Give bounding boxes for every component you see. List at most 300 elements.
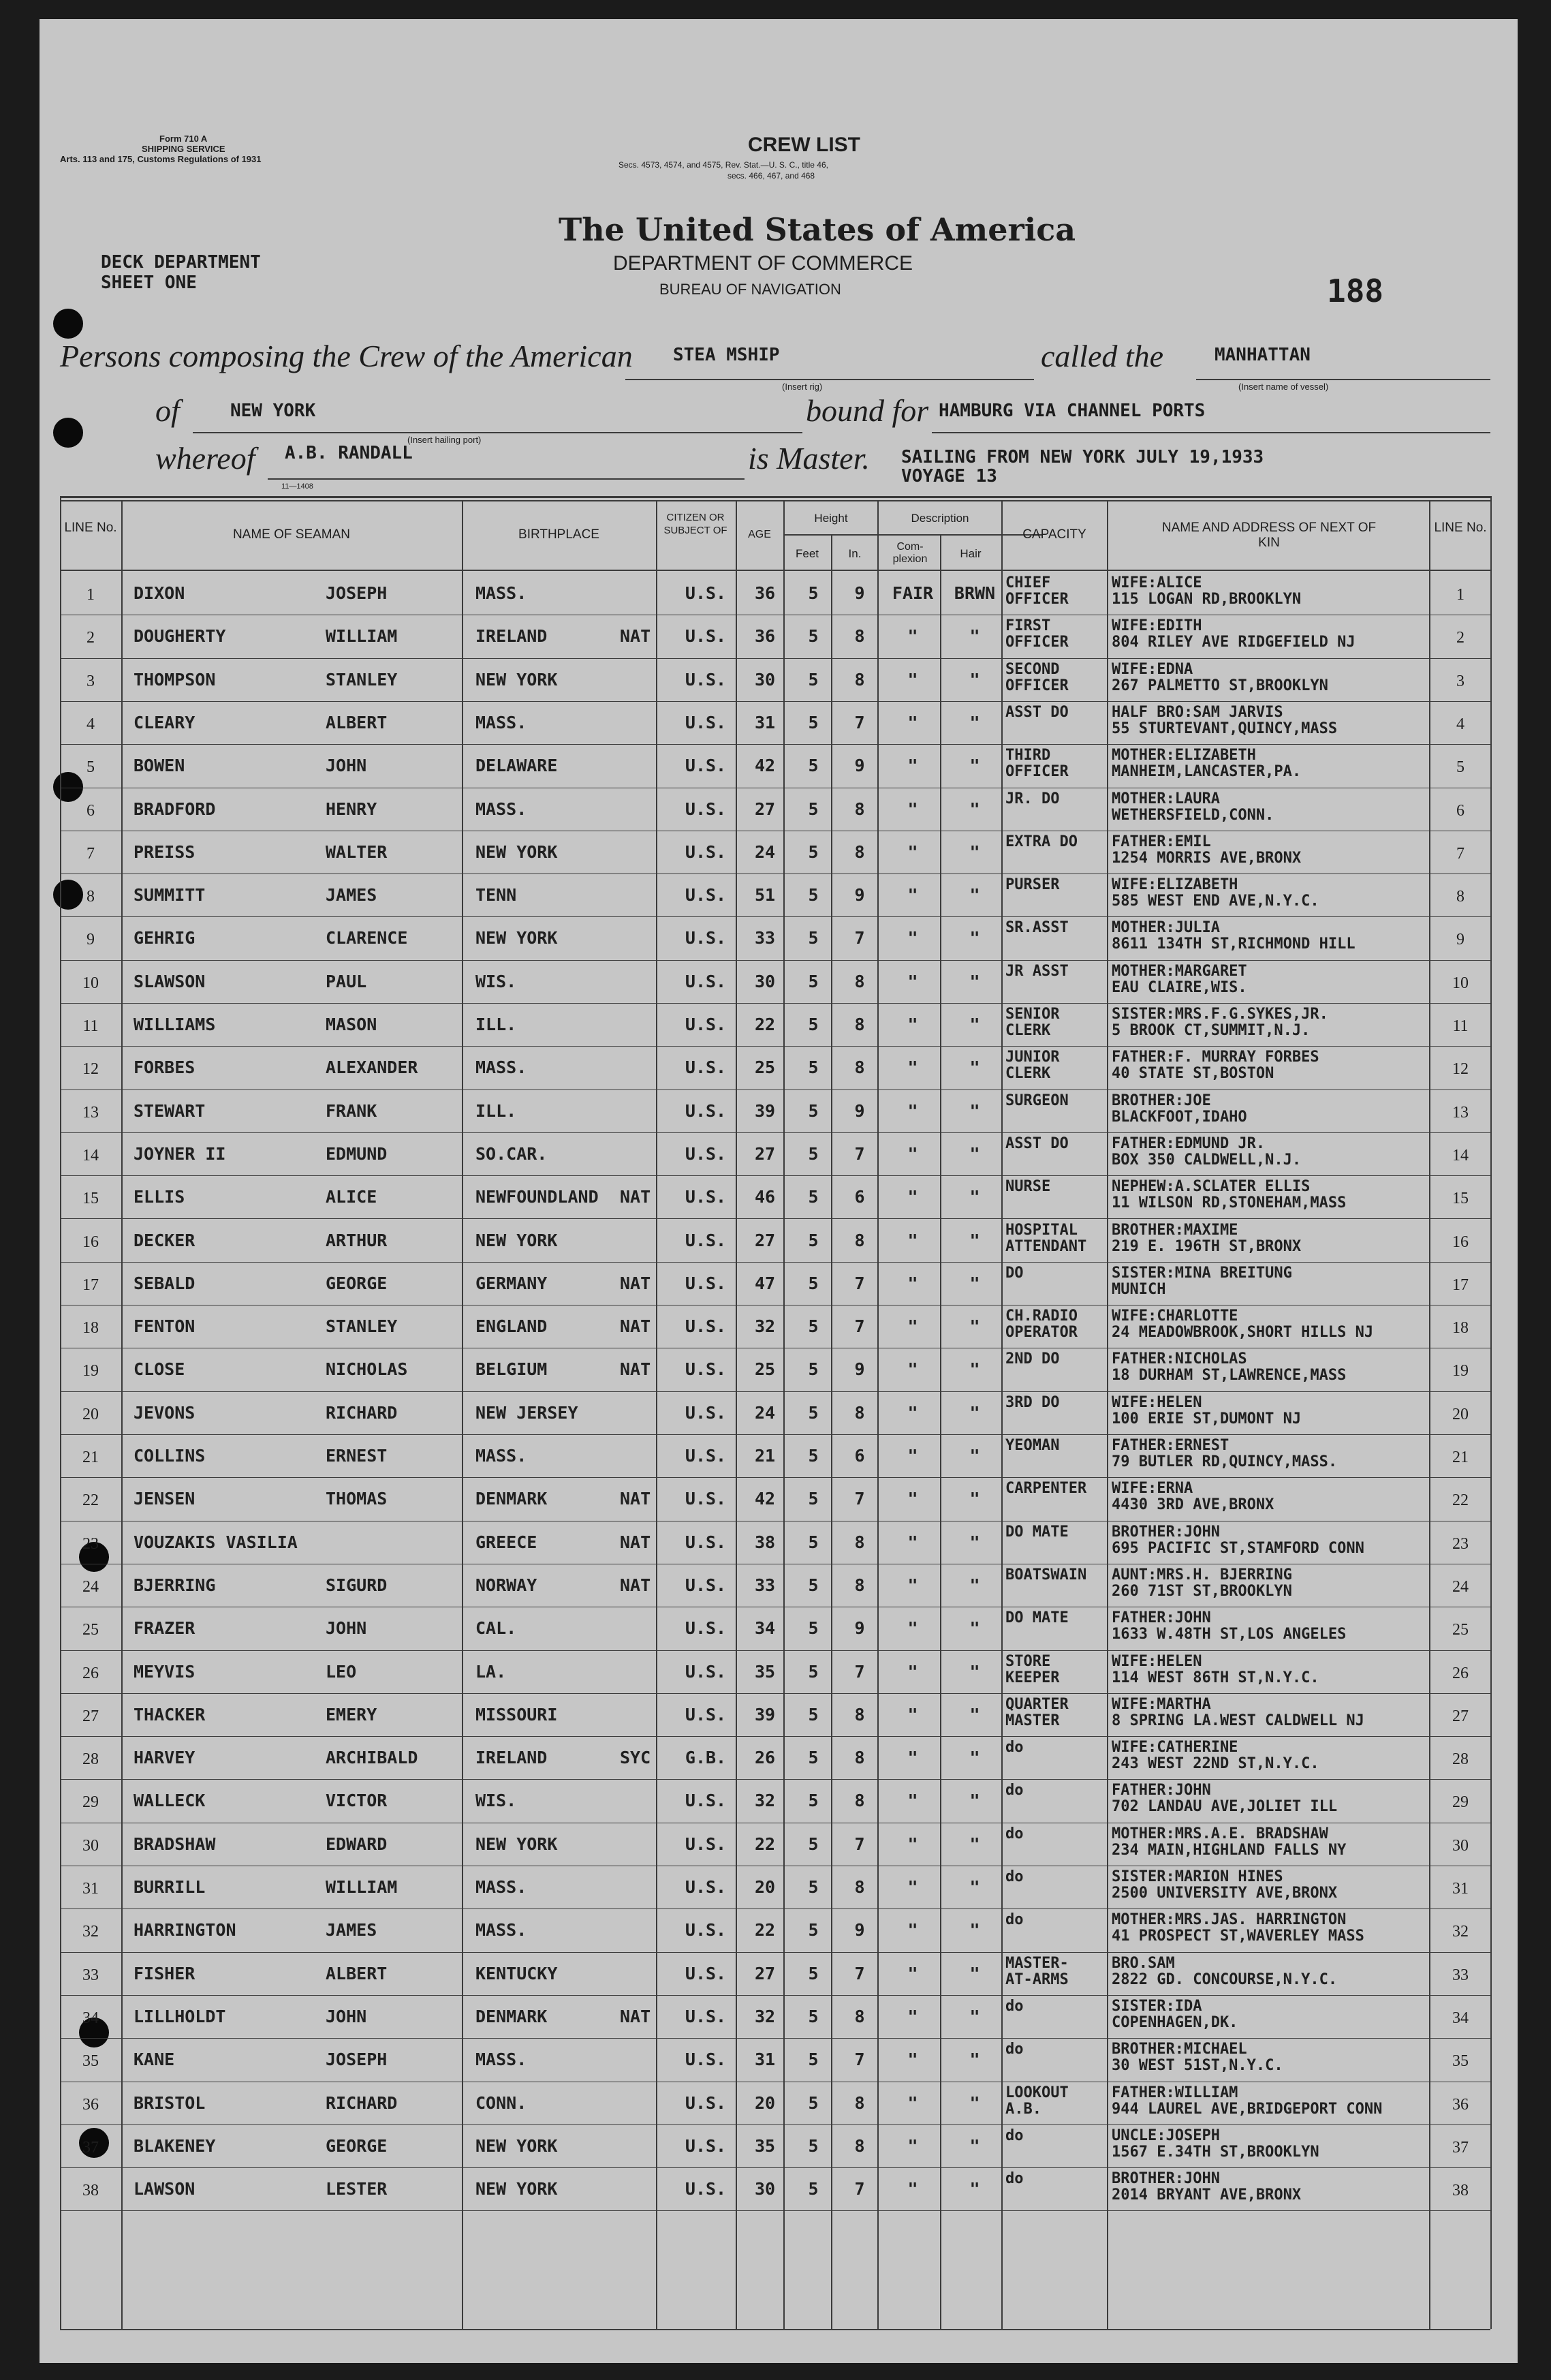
- seaman-given-name: WILLIAM: [326, 1877, 398, 1897]
- complexion: ": [907, 1920, 918, 1941]
- seaman-given-name: STANLEY: [326, 669, 398, 690]
- age: 22: [754, 1834, 776, 1854]
- birthplace: IRELAND: [475, 626, 548, 647]
- line-number-right: 36: [1452, 2095, 1469, 2114]
- height-inches: 6: [854, 1446, 865, 1466]
- age: 39: [754, 1100, 776, 1121]
- height-inches: 8: [854, 1877, 865, 1897]
- birthplace: SO.CAR.: [475, 1143, 548, 1164]
- height-inches: 8: [854, 1791, 865, 1811]
- complexion: ": [907, 2006, 918, 2026]
- citizenship: U.S.: [685, 1316, 727, 1337]
- next-of-kin-address: MUNICH: [1112, 1281, 1166, 1298]
- next-of-kin-name: SISTER:MARION HINES: [1112, 1869, 1283, 1885]
- master-name: A.B. RANDALL: [285, 443, 413, 463]
- citizenship: U.S.: [685, 1230, 727, 1250]
- seaman-surname: SEBALD: [134, 1273, 195, 1293]
- seaman-given-name: HENRY: [326, 799, 377, 819]
- complexion: ": [907, 928, 918, 948]
- next-of-kin-name: FATHER:EDMUND JR.: [1112, 1135, 1266, 1152]
- next-of-kin-name: NEPHEW:A.SCLATER ELLIS: [1112, 1179, 1311, 1196]
- hair: ": [969, 1963, 980, 1983]
- naturalized-mark: [620, 1403, 657, 1423]
- age: 20: [754, 1877, 776, 1897]
- line-number: 34: [82, 2009, 99, 2027]
- seaman-given-name: ERNEST: [326, 1446, 388, 1466]
- capacity-line2: [1005, 2015, 1106, 2031]
- row-rule: [60, 2210, 1490, 2211]
- capacity: ASST DO: [1005, 704, 1069, 721]
- next-of-kin-address: 944 LAUREL AVE,BRIDGEPORT CONN: [1112, 2101, 1383, 2118]
- seaman-surname: BOWEN: [134, 756, 185, 776]
- height-feet: 5: [808, 1661, 819, 1682]
- height-feet: 5: [808, 1618, 819, 1639]
- height-feet: 5: [808, 669, 819, 690]
- naturalized-mark: NAT: [620, 1489, 651, 1509]
- citizenship: U.S.: [685, 756, 727, 776]
- naturalized-mark: [620, 2136, 657, 2157]
- line-number: 6: [87, 801, 95, 820]
- seaman-given-name: WILLIAM: [326, 626, 398, 647]
- next-of-kin-address: 2014 BRYANT AVE,BRONX: [1112, 2187, 1302, 2204]
- height-inches: 9: [854, 1100, 865, 1121]
- line-number-right: 34: [1452, 2009, 1469, 2027]
- complexion: ": [907, 1015, 918, 1034]
- age: 31: [754, 2050, 776, 2070]
- height-inches: 8: [854, 841, 865, 862]
- birthplace: ILL.: [475, 1100, 517, 1121]
- seaman-given-name: SIGURD: [326, 1575, 388, 1595]
- capacity-line2: [1005, 721, 1106, 737]
- citizenship: U.S.: [685, 1963, 727, 1983]
- col-header-inches: In.: [848, 547, 862, 560]
- next-of-kin-name: BROTHER:MICHAEL: [1112, 2041, 1247, 2058]
- line-number-right: 25: [1452, 1621, 1469, 1639]
- next-of-kin-name: FATHER:JOHN: [1112, 1782, 1211, 1799]
- line-number: 21: [82, 1449, 99, 1466]
- naturalized-mark: [620, 756, 657, 776]
- seaman-surname: BRISTOL: [134, 2092, 206, 2113]
- capacity: JUNIOR: [1005, 1049, 1060, 1066]
- line-number: 12: [82, 1060, 99, 1079]
- next-of-kin-address: 702 LANDAU AVE,JOLIET ILL: [1112, 1799, 1338, 1816]
- next-of-kin-name: WIFE:CHARLOTTE: [1112, 1308, 1238, 1325]
- next-of-kin-name: SISTER:IDA: [1112, 1998, 1202, 2015]
- next-of-kin-address: EAU CLAIRE,WIS.: [1112, 979, 1247, 996]
- height-feet: 5: [808, 1402, 819, 1423]
- citizenship: U.S.: [685, 626, 727, 647]
- line-number-right: 3: [1456, 672, 1464, 690]
- citizenship: U.S.: [685, 1446, 727, 1466]
- naturalized-mark: [620, 1791, 657, 1811]
- height-inches: 7: [854, 928, 865, 948]
- birthplace: DELAWARE: [475, 756, 558, 776]
- birthplace: NEW YORK: [475, 669, 558, 690]
- row-rule: [60, 916, 1490, 917]
- hair: ": [969, 626, 980, 647]
- height-inches: 8: [854, 669, 865, 690]
- capacity-line2: KEEPER: [1005, 1669, 1060, 1686]
- naturalized-mark: [620, 885, 657, 906]
- hair: ": [969, 971, 980, 991]
- naturalized-mark: [620, 2179, 657, 2199]
- citizenship: U.S.: [685, 1359, 727, 1380]
- birthplace: NEW YORK: [475, 928, 558, 948]
- citizenship: U.S.: [685, 1704, 727, 1725]
- of-label: of: [155, 393, 180, 428]
- col-header-feet: Feet: [795, 547, 819, 560]
- seaman-surname: FORBES: [134, 1057, 195, 1078]
- citizenship: U.S.: [685, 2092, 727, 2113]
- birthplace: GREECE: [475, 1532, 537, 1552]
- height-feet: 5: [808, 885, 819, 906]
- next-of-kin-address: MANHEIM,LANCASTER,PA.: [1112, 764, 1302, 781]
- citizenship: U.S.: [685, 1057, 727, 1078]
- complexion: ": [907, 1575, 918, 1595]
- line-number-right: 2: [1456, 629, 1464, 647]
- capacity: BOATSWAIN: [1005, 1566, 1087, 1583]
- seaman-surname: BJERRING: [134, 1575, 216, 1595]
- capacity: QUARTER: [1005, 1696, 1069, 1713]
- capacity: JR. DO: [1005, 790, 1060, 807]
- seaman-given-name: JAMES: [326, 885, 377, 906]
- capacity-line2: [1005, 1454, 1106, 1470]
- naturalized-mark: [620, 1834, 657, 1855]
- row-rule: [60, 1218, 1490, 1219]
- next-of-kin-name: WIFE:ELIZABETH: [1112, 877, 1238, 894]
- next-of-kin-address: 234 MAIN,HIGHLAND FALLS NY: [1112, 1842, 1347, 1859]
- birthplace: CAL.: [475, 1618, 517, 1639]
- next-of-kin-name: HALF BRO:SAM JARVIS: [1112, 704, 1283, 721]
- next-of-kin-address: 1567 E.34TH ST,BROOKLYN: [1112, 2144, 1319, 2161]
- complexion: ": [907, 626, 918, 647]
- height-feet: 5: [808, 1575, 819, 1595]
- height-feet: 5: [808, 1359, 819, 1380]
- capacity-line2: [1005, 1756, 1106, 1772]
- line-number-right: 5: [1456, 758, 1464, 777]
- hair: ": [969, 885, 980, 906]
- capacity: CARPENTER: [1005, 1481, 1087, 1498]
- birthplace: MISSOURI: [475, 1704, 558, 1725]
- capacity: 2ND DO: [1005, 1351, 1060, 1368]
- line-number-right: 23: [1452, 1534, 1469, 1553]
- department-stamp: DECK DEPARTMENT: [101, 252, 261, 273]
- capacity: SENIOR: [1005, 1006, 1060, 1023]
- destination-value: HAMBURG VIA CHANNEL PORTS: [939, 401, 1206, 421]
- capacity-line2: [1005, 1411, 1106, 1427]
- birthplace: NEW YORK: [475, 1230, 558, 1250]
- line-number-right: 18: [1452, 1319, 1469, 1338]
- capacity-line2: OFFICER: [1005, 764, 1069, 781]
- height-feet: 5: [808, 2092, 819, 2113]
- height-inches: 8: [854, 2135, 865, 2156]
- seaman-given-name: RICHARD: [326, 2092, 398, 2113]
- sailing-line1: SAILING FROM NEW YORK JULY 19,1933: [901, 447, 1264, 467]
- punch-hole: [53, 418, 83, 448]
- next-of-kin-name: FATHER:EMIL: [1112, 833, 1211, 850]
- seaman-given-name: STANLEY: [326, 1316, 398, 1337]
- seaman-given-name: WALTER: [326, 841, 388, 862]
- age: 22: [754, 1015, 776, 1034]
- citizenship: U.S.: [685, 1402, 727, 1423]
- col-rule: [462, 500, 463, 2329]
- line-number-right: 35: [1452, 2052, 1469, 2071]
- seaman-surname: BRADFORD: [134, 799, 216, 819]
- citizenship: U.S.: [685, 1489, 727, 1509]
- line-number: 8: [87, 888, 95, 906]
- line-number: 38: [82, 2182, 99, 2200]
- seaman-surname: SLAWSON: [134, 971, 206, 991]
- col-header-capacity: CAPACITY: [1022, 527, 1086, 542]
- line-number: 11: [82, 1017, 99, 1035]
- age: 27: [754, 1143, 776, 1164]
- hair: ": [969, 1791, 980, 1811]
- citizenship: U.S.: [685, 2006, 727, 2026]
- seaman-given-name: JOHN: [326, 756, 367, 776]
- height-feet: 5: [808, 1187, 819, 1207]
- line-number-right: 38: [1452, 2182, 1469, 2200]
- age: 31: [754, 712, 776, 732]
- complexion: ": [907, 1057, 918, 1078]
- next-of-kin-name: MOTHER:MRS.JAS. HARRINGTON: [1112, 1912, 1347, 1929]
- next-of-kin-address: 79 BUTLER RD,QUINCY,MASS.: [1112, 1454, 1338, 1470]
- complexion: ": [907, 2050, 918, 2070]
- next-of-kin-name: UNCLE:JOSEPH: [1112, 2127, 1220, 2144]
- row-rule: [60, 1391, 1490, 1392]
- age: 39: [754, 1704, 776, 1725]
- capacity: THIRD: [1005, 747, 1051, 764]
- col-rule: [121, 500, 123, 2329]
- complexion: ": [907, 1618, 918, 1639]
- line-number-right: 26: [1452, 1664, 1469, 1682]
- capacity: do: [1005, 1782, 1024, 1799]
- hair: ": [969, 669, 980, 690]
- height-feet: 5: [808, 971, 819, 991]
- capacity-line2: A.B.: [1005, 2101, 1041, 2118]
- birthplace: NEW YORK: [475, 2179, 558, 2199]
- citizenship: U.S.: [685, 1834, 727, 1854]
- naturalized-mark: [620, 1618, 657, 1639]
- hair: ": [969, 1402, 980, 1423]
- seaman-given-name: VICTOR: [326, 1791, 388, 1811]
- capacity: do: [1005, 1740, 1024, 1757]
- seaman-surname: BRADSHAW: [134, 1834, 216, 1854]
- next-of-kin-address: 114 WEST 86TH ST,N.Y.C.: [1112, 1669, 1319, 1686]
- capacity-line2: [1005, 1152, 1106, 1169]
- naturalized-mark: NAT: [620, 2006, 651, 2026]
- capacity-line2: ATTENDANT: [1005, 1238, 1087, 1255]
- bound-for-label: bound for: [806, 393, 929, 428]
- col-header-citizen: CITIZEN OR SUBJECT OF: [663, 512, 727, 536]
- birthplace: LA.: [475, 1661, 507, 1682]
- height-feet: 5: [808, 1963, 819, 1983]
- line-number-right: 29: [1452, 1793, 1469, 1812]
- next-of-kin-name: FATHER:F. MURRAY FORBES: [1112, 1049, 1319, 1066]
- hair: ": [969, 799, 980, 819]
- birthplace: CONN.: [475, 2092, 527, 2113]
- next-of-kin-name: FATHER:ERNEST: [1112, 1438, 1229, 1454]
- next-of-kin-address: 5 BROOK CT,SUMMIT,N.J.: [1112, 1023, 1311, 1039]
- citizenship: U.S.: [685, 583, 727, 603]
- next-of-kin-address: 804 RILEY AVE RIDGEFIELD NJ: [1112, 634, 1356, 651]
- age: 38: [754, 1532, 776, 1552]
- next-of-kin-address: 18 DURHAM ST,LAWRENCE,MASS: [1112, 1367, 1347, 1385]
- hair: ": [969, 1532, 980, 1552]
- line-number: 36: [82, 2095, 99, 2114]
- next-of-kin-address: 219 E. 196TH ST,BRONX: [1112, 1238, 1302, 1255]
- line-number: 30: [82, 1836, 99, 1855]
- next-of-kin-address: 8611 134TH ST,RICHMOND HILL: [1112, 936, 1356, 953]
- height-inches: 9: [854, 1920, 865, 1941]
- naturalized-mark: NAT: [620, 1316, 651, 1337]
- line-number-right: 20: [1452, 1405, 1469, 1423]
- seaman-given-name: PAUL: [326, 971, 367, 991]
- seaman-given-name: JOSEPH: [326, 583, 388, 603]
- height-inches: 9: [854, 1618, 865, 1639]
- hair: ": [969, 2135, 980, 2156]
- complexion: ": [907, 1446, 918, 1466]
- col-rule: [877, 500, 879, 2329]
- birthplace: BELGIUM: [475, 1359, 548, 1380]
- next-of-kin-name: MOTHER:LAURA: [1112, 790, 1220, 807]
- complexion: ": [907, 1143, 918, 1164]
- row-rule: [60, 2124, 1490, 2125]
- age: 32: [754, 1316, 776, 1337]
- complexion: ": [907, 712, 918, 732]
- line-number-right: 16: [1452, 1233, 1469, 1251]
- line-number-right: 32: [1452, 1923, 1469, 1941]
- citizenship: U.S.: [685, 841, 727, 862]
- line-number-right: 33: [1452, 1966, 1469, 1984]
- line-number-right: 1: [1456, 586, 1464, 604]
- capacity: CHIEF: [1005, 575, 1051, 591]
- capacity-line2: [1005, 2187, 1106, 2204]
- naturalized-mark: [620, 1057, 657, 1078]
- complexion: ": [907, 1273, 918, 1293]
- naturalized-mark: [620, 2050, 657, 2070]
- citizenship: U.S.: [685, 712, 727, 732]
- height-inches: 7: [854, 1273, 865, 1293]
- height-feet: 5: [808, 1015, 819, 1034]
- hair: ": [969, 1187, 980, 1207]
- capacity-line2: AT-ARMS: [1005, 1971, 1069, 1988]
- next-of-kin-address: 41 PROSPECT ST,WAVERLEY MASS: [1112, 1928, 1364, 1945]
- birthplace: NORWAY: [475, 1575, 537, 1595]
- line-number: 37: [82, 2138, 99, 2157]
- height-inches: 7: [854, 2050, 865, 2070]
- vessel-underline: [1196, 379, 1490, 380]
- next-of-kin-address: 8 SPRING LA.WEST CALDWELL NJ: [1112, 1712, 1364, 1729]
- seaman-surname: DOUGHERTY: [134, 626, 226, 647]
- citizenship: U.S.: [685, 928, 727, 948]
- birthplace: MASS.: [475, 583, 527, 603]
- hair: ": [969, 1015, 980, 1034]
- naturalized-mark: [620, 713, 657, 733]
- usa-title: The United States of America: [559, 211, 1076, 248]
- capacity: CH.RADIO: [1005, 1308, 1078, 1325]
- next-of-kin-name: FATHER:WILLIAM: [1112, 2084, 1238, 2101]
- seaman-given-name: EDMUND: [326, 1143, 388, 1164]
- seaman-surname: LILLHOLDT: [134, 2006, 226, 2026]
- height-inches: 7: [854, 1489, 865, 1509]
- col-header-hair: Hair: [960, 547, 982, 560]
- height-inches: 9: [854, 583, 865, 603]
- hair: ": [969, 2050, 980, 2070]
- statute-line2: secs. 466, 467, and 468: [727, 171, 815, 181]
- table-header-bottom: [60, 570, 1490, 571]
- capacity-line2: [1005, 1497, 1106, 1513]
- line-number: 25: [82, 1621, 99, 1639]
- called-the-label: called the: [1041, 339, 1164, 373]
- height-feet: 5: [808, 1230, 819, 1250]
- age: 25: [754, 1057, 776, 1078]
- naturalized-mark: NAT: [620, 1575, 651, 1595]
- crew-list-title: CREW LIST: [748, 134, 860, 156]
- citizenship: U.S.: [685, 669, 727, 690]
- height-inches: 8: [854, 1704, 865, 1725]
- punch-hole: [53, 309, 83, 339]
- naturalized-mark: [620, 1877, 657, 1898]
- naturalized-mark: [620, 1964, 657, 1984]
- seaman-surname: THACKER: [134, 1704, 206, 1725]
- line-number-right: 8: [1456, 888, 1464, 906]
- line-number: 3: [87, 672, 95, 690]
- hair: ": [969, 1100, 980, 1121]
- birthplace: KENTUCKY: [475, 1963, 558, 1983]
- seaman-surname: JENSEN: [134, 1489, 195, 1509]
- seaman-surname: KANE: [134, 2050, 175, 2070]
- age: 26: [754, 1748, 776, 1768]
- seaman-given-name: JOHN: [326, 1618, 367, 1639]
- complexion: ": [907, 1230, 918, 1250]
- capacity-line2: [1005, 1195, 1106, 1211]
- capacity-line2: [1005, 2144, 1106, 2161]
- capacity-line2: OFFICER: [1005, 591, 1069, 608]
- line-number: 1: [87, 586, 95, 604]
- line-number-right: 17: [1452, 1276, 1469, 1294]
- next-of-kin-name: MOTHER:MARGARET: [1112, 963, 1247, 980]
- capacity-line2: [1005, 980, 1106, 996]
- sheet-stamp: SHEET ONE: [101, 273, 197, 293]
- destination-underline: [932, 432, 1490, 433]
- next-of-kin-name: WIFE:HELEN: [1112, 1653, 1202, 1670]
- complexion: ": [907, 669, 918, 690]
- height-inches: 9: [854, 1359, 865, 1380]
- height-feet: 5: [808, 756, 819, 776]
- naturalized-mark: [620, 583, 657, 604]
- capacity: STORE: [1005, 1653, 1051, 1670]
- birthplace: DENMARK: [475, 2006, 548, 2026]
- next-of-kin-address: 2500 UNIVERSITY AVE,BRONX: [1112, 1885, 1338, 1902]
- height-inches: 8: [854, 1230, 865, 1250]
- table-bottom-border: [60, 2329, 1490, 2330]
- capacity: do: [1005, 1825, 1024, 1842]
- naturalized-mark: [620, 1705, 657, 1725]
- age: 33: [754, 928, 776, 948]
- bureau-title: BUREAU OF NAVIGATION: [659, 281, 841, 298]
- seaman-surname: JOYNER II: [134, 1143, 226, 1164]
- line-number: 28: [82, 1750, 99, 1769]
- hair: ": [969, 841, 980, 862]
- line-number-right: 21: [1452, 1449, 1469, 1466]
- capacity: DO: [1005, 1265, 1024, 1282]
- next-of-kin-address: 24 MEADOWBROOK,SHORT HILLS NJ: [1112, 1325, 1374, 1342]
- col-header-next-of-kin: NAME AND ADDRESS OF NEXT OF KIN: [1161, 521, 1377, 550]
- next-of-kin-address: 260 71ST ST,BROOKLYN: [1112, 1583, 1292, 1600]
- port-value: NEW YORK: [230, 401, 316, 421]
- next-of-kin-name: WIFE:ALICE: [1112, 575, 1202, 591]
- seaman-given-name: EDWARD: [326, 1834, 388, 1854]
